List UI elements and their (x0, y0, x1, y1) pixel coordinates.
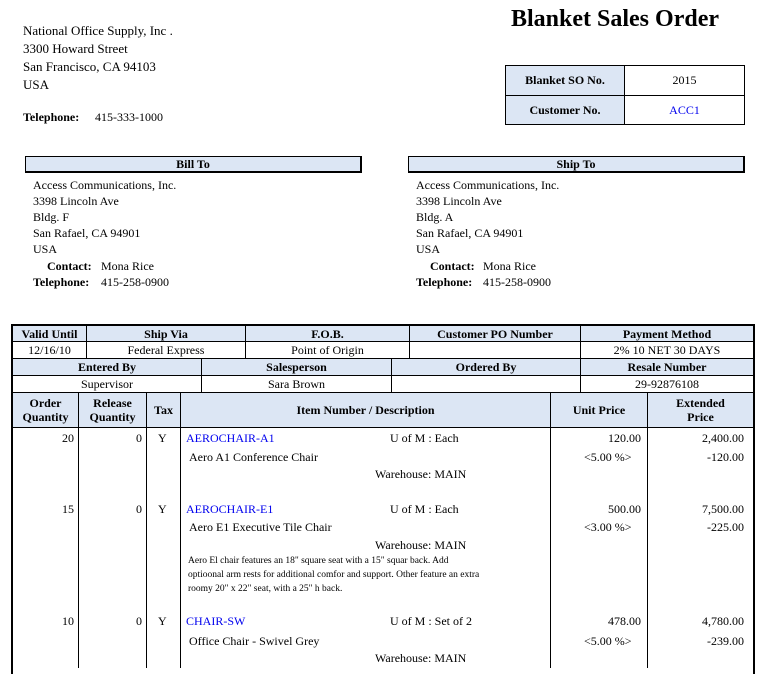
discount-amount: -225.00 (707, 520, 744, 534)
item-number-link[interactable]: AEROCHAIR-E1 (186, 502, 274, 516)
header-resale-number: Resale Number (581, 359, 753, 376)
bill-to-telephone-label: Telephone: (33, 275, 90, 289)
item-notes-line: optioonal arm rests for additional comfor and support. Other feature an extra (188, 570, 480, 580)
bill-to-contact: Mona Rice (101, 259, 154, 273)
col-item-description: Item Number / Description (181, 393, 551, 428)
header-valid-until: Valid Until (13, 326, 87, 342)
salesperson-value: Sara Brown (202, 376, 392, 393)
ordered-by-value (392, 376, 581, 393)
header-payment-method: Payment Method (581, 326, 753, 342)
extended-price: 4,780.00 (702, 614, 744, 628)
company-country: USA (23, 77, 50, 92)
ship-to-bldg: Bldg. A (416, 210, 454, 224)
unit-price: 120.00 (608, 431, 641, 445)
warehouse: Warehouse: MAIN (375, 651, 467, 665)
uom: U of M : Each (390, 502, 459, 516)
discount-percent: <5.00 %> (584, 634, 632, 648)
ship-to-city: San Rafael, CA 94901 (416, 226, 524, 240)
warehouse: Warehouse: MAIN (375, 538, 467, 552)
unit-price: 478.00 (608, 614, 641, 628)
so-number-label: Blanket SO No. (525, 73, 605, 87)
bill-to-header: Bill To (25, 156, 362, 173)
ship-to-contact: Mona Rice (483, 259, 536, 273)
line-item (0, 502, 774, 602)
ship-to-telephone-label: Telephone: (416, 275, 473, 289)
ship-via-value: Federal Express (87, 342, 246, 359)
discount-amount: -120.00 (707, 450, 744, 464)
bill-to-city: San Rafael, CA 94901 (33, 226, 141, 240)
so-number-value: 2015 (672, 73, 697, 87)
unit-price: 500.00 (608, 502, 641, 516)
fob-value: Point of Origin (246, 342, 410, 359)
warehouse: Warehouse: MAIN (375, 467, 467, 481)
order-qty: 20 (62, 431, 74, 445)
ship-to-street: 3398 Lincoln Ave (416, 194, 502, 208)
item-notes-line: roomy 20" x 22" seat, with a 25" h back. (188, 584, 343, 594)
order-qty: 15 (62, 502, 74, 516)
header-ship-via: Ship Via (87, 326, 246, 342)
customer-number-link[interactable]: ACC1 (669, 103, 700, 117)
ship-to-header: Ship To (408, 156, 745, 173)
order-qty: 10 (62, 614, 74, 628)
discount-percent: <5.00 %> (584, 450, 632, 464)
col-order-quantity: Order Quantity (13, 393, 79, 428)
col-unit-price: Unit Price (551, 393, 648, 428)
col-extended-price: Extended Price (648, 393, 753, 428)
company-street: 3300 Howard Street (23, 41, 128, 56)
bill-to-name: Access Communications, Inc. (33, 178, 177, 192)
tax: Y (158, 502, 167, 516)
tax: Y (158, 614, 167, 628)
company-telephone-label: Telephone: (23, 110, 80, 124)
item-description: Aero A1 Conference Chair (189, 450, 318, 464)
item-notes-line: Aero El chair features an 18" square seat with a 15" squar back. Add (188, 556, 449, 566)
customer-po-value (410, 342, 581, 359)
discount-amount: -239.00 (707, 634, 744, 648)
release-qty: 0 (136, 614, 142, 628)
header-customer-po: Customer PO Number (410, 326, 581, 342)
entered-by-value: Supervisor (13, 376, 202, 393)
release-qty: 0 (136, 502, 142, 516)
resale-number-value: 29-92876108 (581, 376, 753, 393)
payment-method-value: 2% 10 NET 30 DAYS (581, 342, 753, 359)
ship-to-contact-label: Contact: (430, 259, 475, 273)
ship-to-name: Access Communications, Inc. (416, 178, 560, 192)
ship-to-country: USA (416, 242, 441, 256)
company-telephone: 415-333-1000 (95, 110, 163, 124)
line-item (0, 614, 774, 674)
header-entered-by: Entered By (13, 359, 202, 376)
item-description: Aero E1 Executive Tile Chair (189, 520, 332, 534)
col-tax: Tax (147, 393, 181, 428)
item-number-link[interactable]: AEROCHAIR-A1 (186, 431, 275, 445)
header-salesperson: Salesperson (202, 359, 392, 376)
customer-number-label: Customer No. (529, 103, 601, 117)
tax: Y (158, 431, 167, 445)
ship-to-telephone: 415-258-0900 (483, 275, 551, 289)
item-description: Office Chair - Swivel Grey (189, 634, 320, 648)
release-qty: 0 (136, 431, 142, 445)
col-release-quantity: Release Quantity (79, 393, 147, 428)
discount-percent: <3.00 %> (584, 520, 632, 534)
bill-to-country: USA (33, 242, 58, 256)
extended-price: 2,400.00 (702, 431, 744, 445)
company-name: National Office Supply, Inc . (23, 23, 173, 38)
extended-price: 7,500.00 (702, 502, 744, 516)
bill-to-street: 3398 Lincoln Ave (33, 194, 119, 208)
uom: U of M : Set of 2 (390, 614, 472, 628)
line-item (0, 431, 774, 491)
bill-to-contact-label: Contact: (47, 259, 92, 273)
bill-to-bldg: Bldg. F (33, 210, 70, 224)
page-title: Blanket Sales Order (511, 6, 719, 32)
header-ordered-by: Ordered By (392, 359, 581, 376)
company-city: San Francisco, CA 94103 (23, 59, 156, 74)
bill-to-telephone: 415-258-0900 (101, 275, 169, 289)
valid-until-value: 12/16/10 (13, 342, 87, 359)
item-number-link[interactable]: CHAIR-SW (186, 614, 246, 628)
uom: U of M : Each (390, 431, 459, 445)
header-fob: F.O.B. (246, 326, 410, 342)
